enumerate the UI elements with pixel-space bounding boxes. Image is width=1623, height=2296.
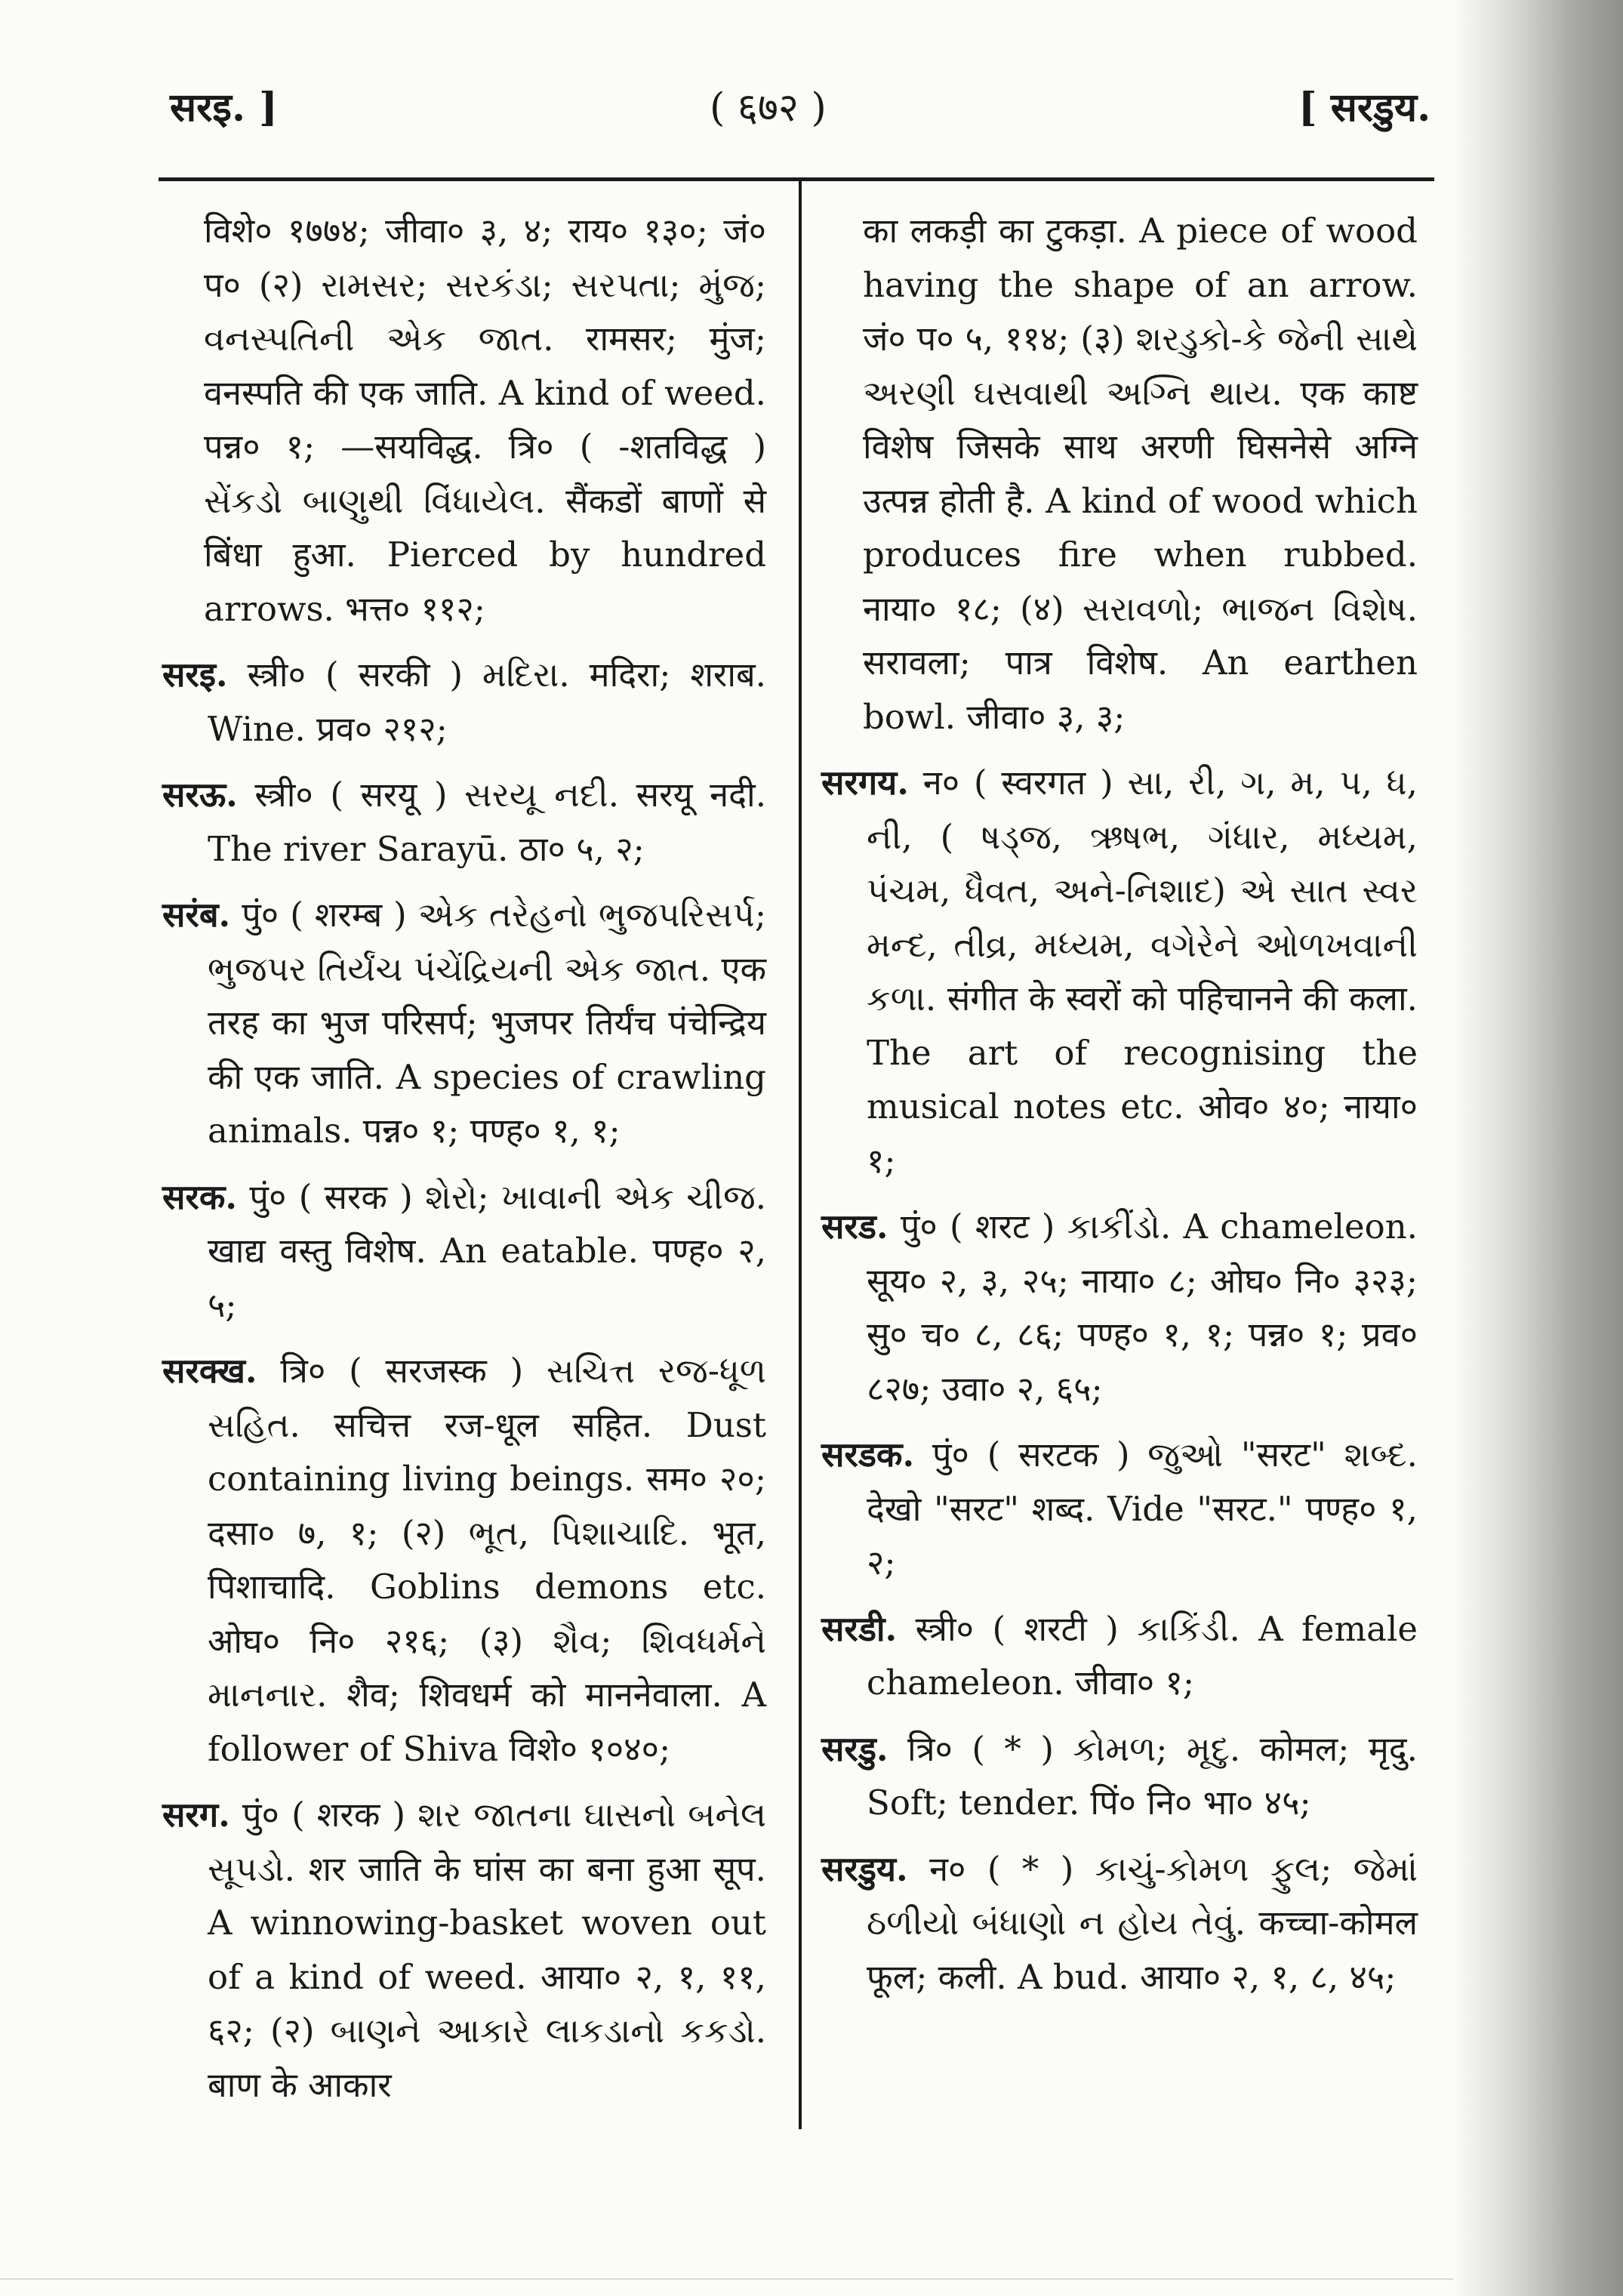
entry-text: पुं० ( शरक ) શર જાતના ઘાસનો બનેલ સૂપડો. शर जाति के घांस का बना हुआ सूप. A winnowing-basket woven out of a kind of weed. आया० २, १, ११, ६२; (२) બાણને આકારે લાકડાનો કકડો. बाण के आकार: [208, 1795, 766, 2105]
page-edge-shadow: [1453, 0, 1623, 2296]
dictionary-entry: [162, 1170, 766, 1333]
dictionary-entry: [162, 768, 766, 876]
right-column: [821, 204, 1418, 2016]
entry-headword: सरक्ख.: [162, 1351, 257, 1391]
entry-headword: सरडुय.: [821, 1848, 908, 1889]
entry-text: पुं० ( शरम्ब ) એક તરેહનો ભુજપરિસર્પ; ભુજપર તિર્યંચ પંચેંદ્રિયની એક જાત. एक तरह का भुज परिसर्प; भुजपर तिर्यंच पंचेन्द्रिय की एक जाति. A species of crawling animals. पन्न० १; पण्ह० १, १;: [208, 895, 766, 1151]
entry-headword: सरडी.: [821, 1608, 898, 1649]
entry-text: पुं० ( सरक ) શેરો; ખાવાની એક ચીજ. खाद्य वस्तु विशेष. An eatable. पण्ह० २, ५;: [208, 1176, 767, 1325]
header-left-headword: सरइ. ]: [170, 85, 278, 131]
entry-headword: सरऊ.: [162, 775, 238, 815]
entry-text: पुं० ( सरटक ) જુઓ "सरट" શબ્દ. देखो "सरट" शब्द. Vide "सरट." पण्ह० १, २;: [867, 1435, 1418, 1583]
entry-text: स्त्री० ( सरयू ) સરયૂ નદી. सरयू नदी. The river Sarayū. ठा० ५, २;: [208, 775, 766, 869]
entry-text: न० ( * ) કાચું-કોમળ ફુલ; જેમાં ઠળીયો બંધાણો ન હોય તેવું. कच्चा-कोमल फूल; कली. A bud. आया० २, १, ८, ४५;: [867, 1848, 1418, 1997]
dictionary-entry: [162, 1344, 766, 1776]
entry-text: न० ( स्वरगत ) સા, રી, ગ, મ, પ, ધ, ની, ( ષડ્જ, ઋષભ, ગંધાર, મધ્યમ, પંચમ, ધૈવત, અને-નિશાદ) એ સાત સ્વર મન્દ, તીવ્ર, મધ્યમ, વગેરેને ઓળખવાની કળા. संगीत के स्वरों को पहिचानने की कला. The art of recognising the musical notes etc. ओव० ४०; नाया० १;: [867, 763, 1418, 1181]
dictionary-entry: [162, 648, 766, 756]
left-column: [162, 204, 766, 2124]
entry-headword: सरडु.: [821, 1728, 888, 1769]
dictionary-entry: [821, 1842, 1418, 2005]
entry-text: त्रि० ( सरजस्क ) સચિત્ત રજ-ધૂળ સહિત. सचित्त रज-धूल सहित. Dust containing living beings. सम० २०; दसा० ७, १; (२) ભૂત, પિશાચાદિ. भूत, पिशाचादि. Goblins demons etc. ओघ० नि० २१६; (३) શૈવ; શિવધર્મને માનનાર. शैव; शिवधर्म को माननेवाला. A follower of Shiva विशे० १०४०;: [208, 1351, 766, 1769]
entry-text: पुं० ( शरट ) કાકીંડો. A chameleon. सूय० २, ३, २५; नाया० ८; ओघ० नि० ३२३; सु० च० ८, ८६; पण्ह० १, १; पन्न० १; प्रव० ८२७; उवा० २, ६५;: [867, 1207, 1418, 1409]
dictionary-entry: [162, 888, 766, 1158]
entry-text: त्रि० ( * ) કોમળ; મૃદુ. कोमल; मृदु. Soft; tender. पिं० नि० भा० ४५;: [867, 1728, 1418, 1823]
column-divider: [799, 181, 802, 2129]
entry-headword: सरड.: [821, 1207, 888, 1247]
entry-text: स्त्री० ( सरकी ) મદિરા. मदिरा; शराब. Wine. प्रव० २१२;: [208, 655, 766, 749]
header-rule: [159, 177, 1434, 181]
entry-text: विशे० १७७४; जीवा० ३, ४; राय० १३०; जं० प० (२) રામસર; સરકંડા; સરપતા; મુંજ; વનસ્પતિની એક જાત. रामसर; मुंज; वनस्पति की एक जाति. A kind of weed. पन्न० १; —सयविद्ध. त्रि० ( -शतविद्ध ) સેંકડો બાણુથી વિંધાયેલ. सैंकडों बाणों से बिंधा हुआ. Pierced by hundred arrows. भत्त० ११२;: [204, 211, 766, 629]
entry-headword: सरगय.: [821, 763, 909, 803]
dictionary-entry: [821, 1200, 1418, 1416]
entry-headword: सरइ.: [162, 655, 228, 695]
dictionary-entry: [162, 204, 766, 636]
dictionary-entry: [821, 1602, 1418, 1710]
entry-text: का लकड़ी का टुकड़ा. A piece of wood having the shape of an arrow. जं० प० ५, ११४; (३) શરડુકો-કે જેની સાથે અરણી ઘસવાથી અગ્નિ થાય. एक काष्ट विशेष जिसके साथ अरणी घिसनेसे अग्नि उत्पन्न होती है. A kind of wood which produces fire when rubbed. नाया० १८; (४) સરાવળો; ભાજન વિશેષ. सरावला; पात्र विशेष. An earthen bowl. जीवा० ३, ३;: [863, 211, 1418, 737]
entry-headword: सरग.: [162, 1795, 230, 1835]
dictionary-entry: [821, 756, 1418, 1188]
entry-headword: सरडक.: [821, 1435, 915, 1475]
entry-text: स्त्री० ( शरटी ) કાકિંડી. A female chameleon. जीवा० १;: [867, 1608, 1418, 1703]
dictionary-entry: [821, 204, 1418, 744]
dictionary-entry: [162, 1788, 766, 2112]
header-right-headword: [ सरडुय.: [1298, 85, 1431, 131]
dictionary-entry: [821, 1428, 1418, 1590]
entry-headword: सरक.: [162, 1176, 238, 1217]
page-number: ( ६७२ ): [710, 85, 827, 131]
dictionary-entry: [821, 1722, 1418, 1830]
entry-headword: सरंब.: [162, 895, 231, 935]
